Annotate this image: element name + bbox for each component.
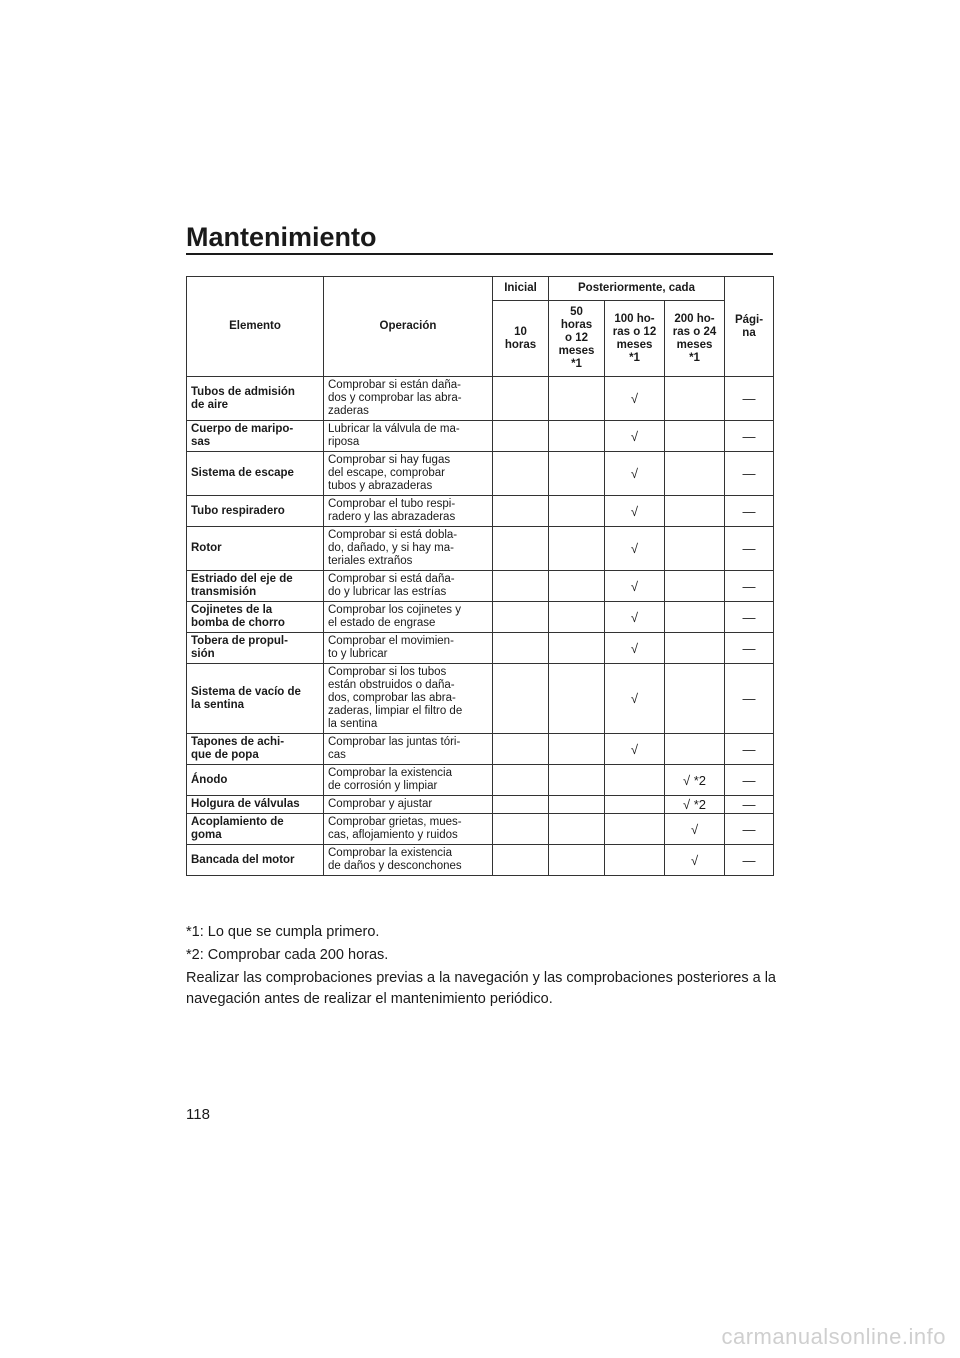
header-50h: 50 horas o 12 meses *1 — [549, 301, 605, 377]
row-200h — [665, 571, 725, 602]
row-operation: Comprobar si están daña- dos y comprobar las abra- zaderas — [324, 377, 493, 421]
row-50h — [549, 452, 605, 496]
row-page: — — [725, 377, 774, 421]
row-10h — [493, 527, 549, 571]
row-element: Tubos de admisión de aire — [187, 377, 324, 421]
row-10h — [493, 734, 549, 765]
watermark: carmanualsonline.info — [721, 1324, 946, 1349]
row-200h — [665, 421, 725, 452]
row-page: — — [725, 845, 774, 876]
table-row — [187, 814, 774, 845]
row-operation: Comprobar y ajustar — [324, 796, 493, 814]
note-text: Realizar las comprobaciones previas a la navegación y las comprobaciones posteriores a la navegación antes de realizar el mantenimiento periódico. — [186, 970, 776, 1007]
row-100h — [605, 796, 665, 814]
row-50h — [549, 527, 605, 571]
table-row — [187, 633, 774, 664]
row-100h — [605, 814, 665, 845]
row-element: Cuerpo de maripo- sas — [187, 421, 324, 452]
row-200h — [665, 452, 725, 496]
row-operation: Comprobar los cojinetes y el estado de engrase — [324, 602, 493, 633]
row-operation: Comprobar si está dobla- do, dañado, y si hay ma- teriales extraños — [324, 527, 493, 571]
row-10h — [493, 845, 549, 876]
header-initial: Inicial — [493, 277, 549, 301]
row-element: Sistema de vacío de la sentina — [187, 664, 324, 734]
row-100h: √ — [605, 527, 665, 571]
header-after: Posteriormente, cada — [549, 277, 725, 301]
header-10h: 10 horas — [493, 301, 549, 377]
row-page: — — [725, 421, 774, 452]
table-row — [187, 602, 774, 633]
row-element: Acoplamiento de goma — [187, 814, 324, 845]
table-row — [187, 496, 774, 527]
row-page: — — [725, 452, 774, 496]
table-row — [187, 796, 774, 814]
row-200h — [665, 664, 725, 734]
row-200h: √ — [665, 845, 725, 876]
row-10h — [493, 377, 549, 421]
table-row — [187, 734, 774, 765]
row-operation: Comprobar si los tubos están obstruidos o daña- dos, comprobar las abra- zaderas, limpiar el filtro de la sentina — [324, 664, 493, 734]
row-100h: √ — [605, 602, 665, 633]
row-page: — — [725, 765, 774, 796]
row-page: — — [725, 496, 774, 527]
row-50h — [549, 664, 605, 734]
row-200h — [665, 377, 725, 421]
row-element: Sistema de escape — [187, 452, 324, 496]
row-200h — [665, 527, 725, 571]
table-row — [187, 421, 774, 452]
row-50h — [549, 814, 605, 845]
row-100h: √ — [605, 664, 665, 734]
row-operation: Comprobar si hay fugas del escape, comprobar tubos y abrazaderas — [324, 452, 493, 496]
table-row — [187, 527, 774, 571]
row-page: — — [725, 571, 774, 602]
row-200h: √ *2 — [665, 765, 725, 796]
row-100h: √ — [605, 496, 665, 527]
row-10h — [493, 633, 549, 664]
row-50h — [549, 602, 605, 633]
maintenance-table — [186, 276, 774, 876]
row-10h — [493, 496, 549, 527]
row-element: Estriado del eje de transmisión — [187, 571, 324, 602]
row-100h: √ — [605, 377, 665, 421]
page-number: 118 — [186, 1106, 210, 1123]
row-100h: √ — [605, 452, 665, 496]
row-operation: Comprobar grietas, mues- cas, aflojamiento y ruidos — [324, 814, 493, 845]
row-50h — [549, 765, 605, 796]
row-operation: Comprobar el tubo respi- radero y las abrazaderas — [324, 496, 493, 527]
row-operation: Comprobar la existencia de corrosión y limpiar — [324, 765, 493, 796]
row-100h: √ — [605, 734, 665, 765]
row-50h — [549, 796, 605, 814]
note-2: *2: Comprobar cada 200 horas. — [186, 947, 389, 963]
header-200h: 200 ho- ras o 24 meses *1 — [665, 301, 725, 377]
row-10h — [493, 765, 549, 796]
row-200h — [665, 734, 725, 765]
row-operation: Comprobar el movimien- to y lubricar — [324, 633, 493, 664]
row-100h: √ — [605, 571, 665, 602]
row-50h — [549, 845, 605, 876]
row-element: Ánodo — [187, 765, 324, 796]
row-10h — [493, 421, 549, 452]
row-100h: √ — [605, 633, 665, 664]
row-200h — [665, 496, 725, 527]
table-row — [187, 845, 774, 876]
header-operation: Operación — [324, 277, 493, 377]
row-50h — [549, 421, 605, 452]
row-10h — [493, 452, 549, 496]
row-10h — [493, 796, 549, 814]
row-operation: Comprobar las juntas tóri- cas — [324, 734, 493, 765]
row-operation: Comprobar si está daña- do y lubricar las estrías — [324, 571, 493, 602]
row-page: — — [725, 633, 774, 664]
row-page: — — [725, 527, 774, 571]
table-row — [187, 765, 774, 796]
row-50h — [549, 377, 605, 421]
row-10h — [493, 814, 549, 845]
row-200h — [665, 602, 725, 633]
row-element: Bancada del motor — [187, 845, 324, 876]
row-10h — [493, 571, 549, 602]
title-underline — [186, 253, 773, 255]
row-200h — [665, 633, 725, 664]
row-element: Holgura de válvulas — [187, 796, 324, 814]
row-200h: √ *2 — [665, 796, 725, 814]
row-50h — [549, 571, 605, 602]
header-page: Pági- na — [725, 277, 774, 377]
note-1: *1: Lo que se cumpla primero. — [186, 924, 380, 940]
row-100h: √ — [605, 421, 665, 452]
row-page: — — [725, 602, 774, 633]
table-row — [187, 452, 774, 496]
row-50h — [549, 633, 605, 664]
row-element: Tubo respiradero — [187, 496, 324, 527]
table-row — [187, 664, 774, 734]
table-row — [187, 571, 774, 602]
row-100h — [605, 845, 665, 876]
page-title: Mantenimiento — [186, 222, 377, 252]
row-page: — — [725, 796, 774, 814]
row-operation: Comprobar la existencia de daños y desconchones — [324, 845, 493, 876]
row-element: Tobera de propul- sión — [187, 633, 324, 664]
row-element: Tapones de achi- que de popa — [187, 734, 324, 765]
row-100h — [605, 765, 665, 796]
table-row — [187, 377, 774, 421]
header-element: Elemento — [187, 277, 324, 377]
row-10h — [493, 602, 549, 633]
row-page: — — [725, 814, 774, 845]
row-page: — — [725, 734, 774, 765]
row-50h — [549, 496, 605, 527]
header-100h: 100 ho- ras o 12 meses *1 — [605, 301, 665, 377]
row-200h: √ — [665, 814, 725, 845]
row-element: Rotor — [187, 527, 324, 571]
row-operation: Lubricar la válvula de ma- riposa — [324, 421, 493, 452]
row-50h — [549, 734, 605, 765]
row-page: — — [725, 664, 774, 734]
row-10h — [493, 664, 549, 734]
row-element: Cojinetes de la bomba de chorro — [187, 602, 324, 633]
notes — [186, 922, 776, 1012]
